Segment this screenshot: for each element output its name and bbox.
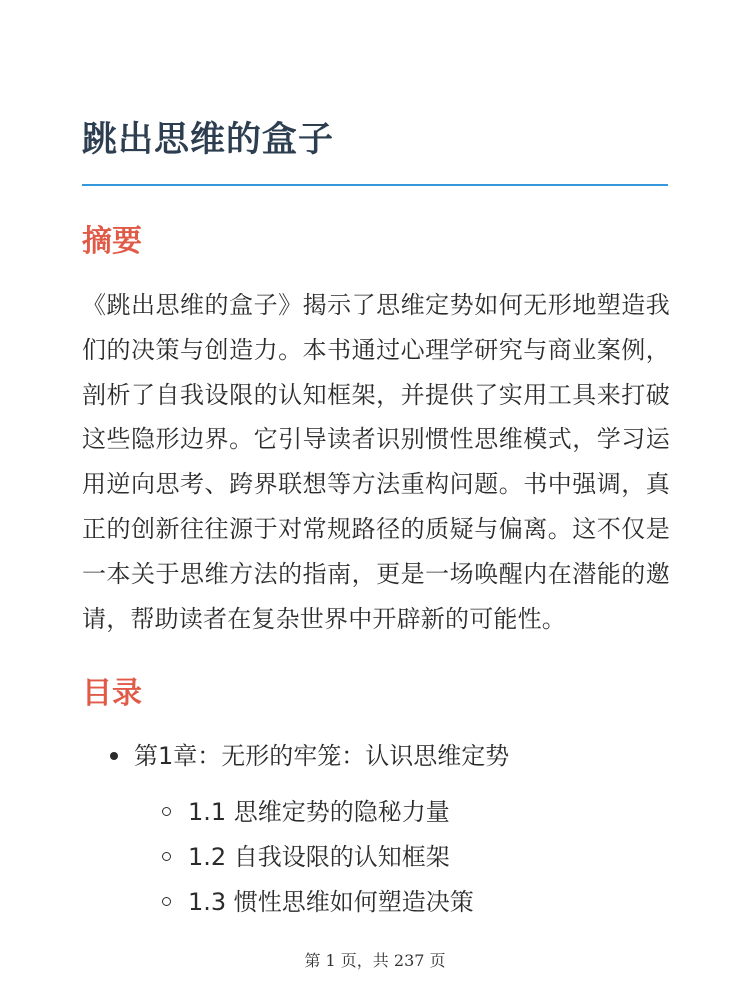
circle-bullet-icon [162,807,171,816]
summary-heading: 摘要 [82,224,142,259]
toc-section-label: 1.1 思维定势的隐秘力量 [188,798,450,826]
summary-paragraph: 《跳出思维的盒子》揭示了思维定势如何无形地塑造我们的决策与创造力。本书通过心理学研究与商业案例，剖析了自我设限的认知框架，并提供了实用工具来打破这些隐形边界。它引导读者识别惯性思维模式，学习运用逆向思考、跨界联想等方法重构问题。书中强调，真正的创新往往源于对常规路径的质疑与偏离。这不仅是一本关于思维方法的指南，更是一场唤醒内在潜能的邀请，帮助读者在复杂世界中开辟新的可能性。 [82,291,670,633]
title-divider [82,184,668,186]
toc-section-label: 1.2 自我设限的认知框架 [188,843,450,871]
circle-bullet-icon [162,897,171,906]
toc-heading: 目录 [82,676,142,711]
toc-section-label: 1.3 惯性思维如何塑造决策 [188,888,474,916]
book-title: 跳出思维的盒子 [82,120,335,160]
disc-bullet-icon [110,752,118,760]
toc-chapter-label: 第1章：无形的牢笼：认识思维定势 [134,742,510,770]
page-number-footer: 第 1 页，共 237 页 [304,951,446,970]
circle-bullet-icon [162,852,171,861]
